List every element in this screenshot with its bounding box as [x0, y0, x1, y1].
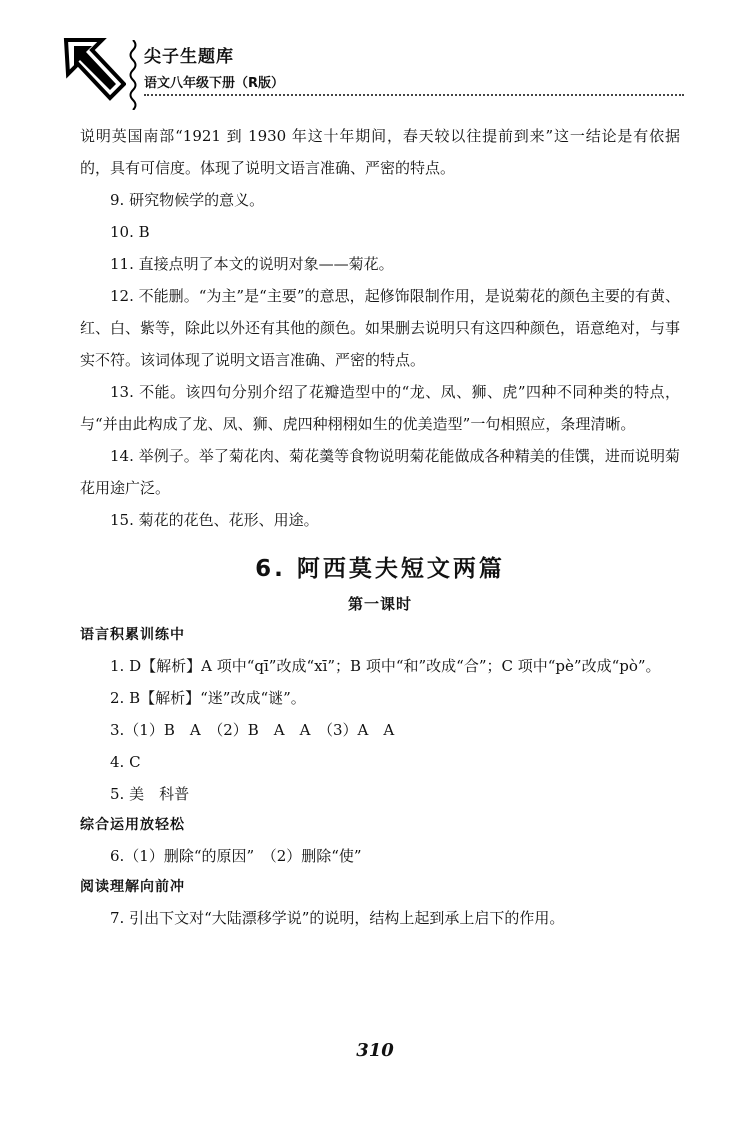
lesson-title: 第一课时: [347, 595, 412, 613]
answer-item: 10. B: [110, 223, 150, 241]
answer-item: 3.（1）B A （2）B A A （3）A A: [110, 721, 395, 739]
book-subtitle: 语文八年级下册（R版）: [144, 76, 285, 91]
book-brand: 尖子生题库: [144, 47, 234, 67]
section-heading: 语言积累训练中: [80, 627, 185, 643]
answer-item: 14. 举例子。举了菊花肉、菊花羹等食物说明菊花能做成各种精美的佳馔，进而说明菊花用途广泛。: [80, 447, 680, 497]
answer-item: 2. B【解析】“迷”改成“谜”。: [110, 689, 306, 707]
answer-item: 7. 引出下文对“大陆漂移学说”的说明，结构上起到承上启下的作用。: [110, 909, 565, 927]
header-dotted-rule: [144, 94, 684, 96]
chapter-title: 6. 阿西莫夫短文两篇: [255, 556, 505, 582]
answer-item: 6.（1）删除“的原因” （2）删除“使”: [110, 847, 362, 865]
wavy-divider-icon: [128, 40, 138, 110]
answer-item: 4. C: [110, 753, 141, 771]
answer-item: 11. 直接点明了本文的说明对象——菊花。: [110, 255, 394, 273]
arrow-logo-icon: [62, 36, 126, 108]
page-content: [80, 120, 680, 934]
answer-item: 12. 不能删。“为主”是“主要”的意思，起修饰限制作用，是说菊花的颜色主要的有黄、红、白、紫等，除此以外还有其他的颜色。如果删去说明只有这四种颜色，语意绝对，与事实不符。该词体现了说明文语言准确、严密的特点。: [80, 287, 681, 369]
answer-item: 15. 菊花的花色、花形、用途。: [110, 511, 319, 529]
answer-item: 5. 美 科普: [110, 785, 190, 803]
section-heading: 综合运用放轻松: [80, 817, 185, 833]
page-header: [62, 36, 692, 116]
section-heading: 阅读理解向前冲: [80, 879, 185, 895]
answer-item: 9. 研究物候学的意义。: [110, 191, 265, 209]
answer-paragraph: 说明英国南部“1921 到 1930 年这十年期间，春天较以往提前到来”这一结论是有依据的，具有可信度。体现了说明文语言准确、严密的特点。: [80, 127, 680, 177]
answer-item: 13. 不能。该四句分别介绍了花瓣造型中的“龙、凤、狮、虎”四种不同种类的特点，与“并由此构成了龙、凤、狮、虎四种栩栩如生的优美造型”一句相照应，条理清晰。: [80, 383, 680, 433]
answer-item: 1. D【解析】A 项中“qī”改成“xī”；B 项中“和”改成“合”；C 项中“pè”改成“pò”。: [110, 657, 661, 675]
page-number: 310: [356, 1040, 394, 1061]
